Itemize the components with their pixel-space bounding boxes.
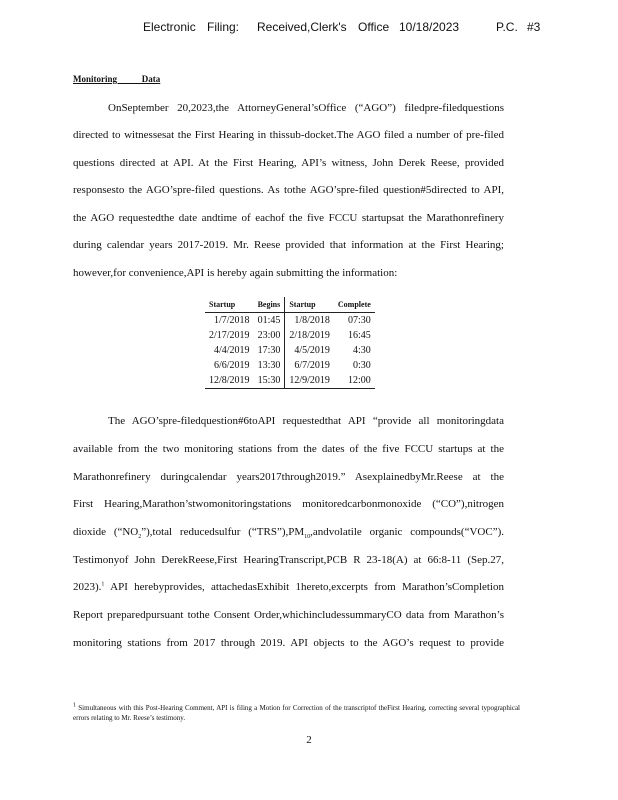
p2-line [73, 525, 504, 539]
filing-header [0, 20, 618, 36]
complete-date: 6/7/2019 [294, 360, 330, 371]
p1-line: questions directed at API. At the First Hearing, API’s witness, John Derek Reese, provided [73, 157, 504, 169]
complete-time: 4:30 [353, 345, 371, 356]
start-time: 17:30 [254, 343, 285, 358]
no2-subscript: 2 [138, 534, 142, 541]
p2-line: Marathonrefinery duringcalendar years2017through2019.” AsexplainedbyMr.Reese at the [73, 471, 504, 483]
table-row [205, 328, 375, 343]
header-pc: P.C. [496, 20, 518, 34]
p2-text: ,andvolatile organic compounds(“VOC”). [310, 526, 504, 538]
col-startup: Startup [205, 297, 254, 313]
start-date: 4/4/2019 [214, 345, 250, 356]
header-date: 10/18/2023 [399, 20, 460, 34]
footnote-ref[interactable]: 1 [101, 581, 105, 588]
pm10-subscript: 10 [304, 534, 311, 541]
p2-line: First Hearing,Marathon’stwomonitoringstations monitoredcarbonmonoxide (“CO”),nitrogen [73, 498, 504, 510]
footnote [73, 703, 520, 723]
footnote-marker: 1 [73, 702, 76, 709]
page-number: 2 [306, 734, 312, 746]
complete-date: 12/9/2019 [285, 373, 334, 389]
p1-line: responsesto the AGO’spre-filed questions. As tothe AGO’spre-filed question#5directed to API, [73, 184, 504, 196]
table-row [205, 343, 375, 358]
header-filing: Filing: [207, 20, 240, 34]
p1-line: directed to witnessesat the First Hearing in thissub-docket.The AGO filed a number of pre-filed [73, 129, 504, 141]
header-received-clerk: Received,Clerk's [257, 20, 347, 34]
p2-line: available from the two monitoring stations from the dates of the five FCCU startups at the [73, 443, 504, 455]
table-row [205, 358, 375, 373]
header-pc-number: #3 [527, 20, 541, 34]
start-date: 12/8/2019 [205, 373, 254, 389]
complete-date: 4/5/2019 [294, 345, 330, 356]
footnote-text: Simultaneous with this Post-Hearing Comment, API is filing a Motion for Correction of the transcriptof theFirst Hearing, correcting several typographical errors relating to Mr. Reese’s testimony. [73, 704, 521, 722]
table-row [205, 313, 375, 329]
p2-text: API herebyprovides, attachedasExhibit 1hereto,excerpts from Marathon’sCompletion [110, 581, 504, 593]
col-begins: Begins [254, 297, 285, 313]
start-time: 23:00 [254, 328, 285, 343]
complete-time: 12:00 [334, 373, 375, 389]
start-time: 13:30 [254, 358, 285, 373]
p2-text: ”),total reducedsulfur (“TRS”),PM [141, 526, 305, 538]
table-header-row [205, 297, 375, 313]
p1-line: the AGO requestedthe date andtime of eachof the five FCCU startupsat the Marathonrefinery [73, 212, 504, 224]
complete-time: 07:30 [348, 315, 371, 326]
p2-text: 2023). [73, 581, 102, 593]
start-date: 6/6/2019 [214, 360, 250, 371]
table-row [205, 373, 375, 389]
start-date: 2/17/2019 [209, 330, 250, 341]
start-date: 1/7/2018 [214, 315, 250, 326]
p1-line: however,for convenience,API is hereby again submitting the information: [73, 267, 398, 279]
header-electronic: Electronic [143, 20, 196, 34]
start-time: 15:30 [254, 373, 285, 389]
p2-line: The AGO’spre-filedquestion#6toAPI requestedthat API “provide all monitoringdata [108, 415, 504, 427]
p2-line: monitoring stations from 2017 through 2019. API objects to the AGO’s request to provide [73, 637, 504, 649]
p2-text: dioxide (“NO [73, 526, 139, 538]
p2-line [73, 580, 504, 594]
col-complete: Complete [334, 297, 375, 313]
complete-time: 0:30 [353, 360, 371, 371]
complete-date: 1/8/2018 [294, 315, 330, 326]
p2-line: Report preparedpursuant tothe Consent Order,whichincludessummaryCO data from Marathon’s [73, 609, 504, 621]
p1-line: during calendar years 2017-2019. Mr. Reese provided that information at the First Hearing; [73, 239, 504, 251]
startup-times-table [205, 297, 375, 389]
complete-date: 2/18/2019 [289, 330, 330, 341]
p1-line: OnSeptember 20,2023,the AttorneyGeneral’sOffice (“AGO”) filedpre-filedquestions [108, 102, 504, 114]
header-office: Office [358, 20, 390, 34]
complete-time: 16:45 [348, 330, 371, 341]
col-startup-2: Startup [285, 297, 334, 313]
p2-line: Testimonyof John DerekReese,First HearingTranscript,PCB R 23-18(A) at 66:8-11 (Sep.27, [73, 554, 504, 566]
start-time: 01:45 [254, 313, 285, 329]
section-heading: Monitoring Data [73, 74, 161, 84]
